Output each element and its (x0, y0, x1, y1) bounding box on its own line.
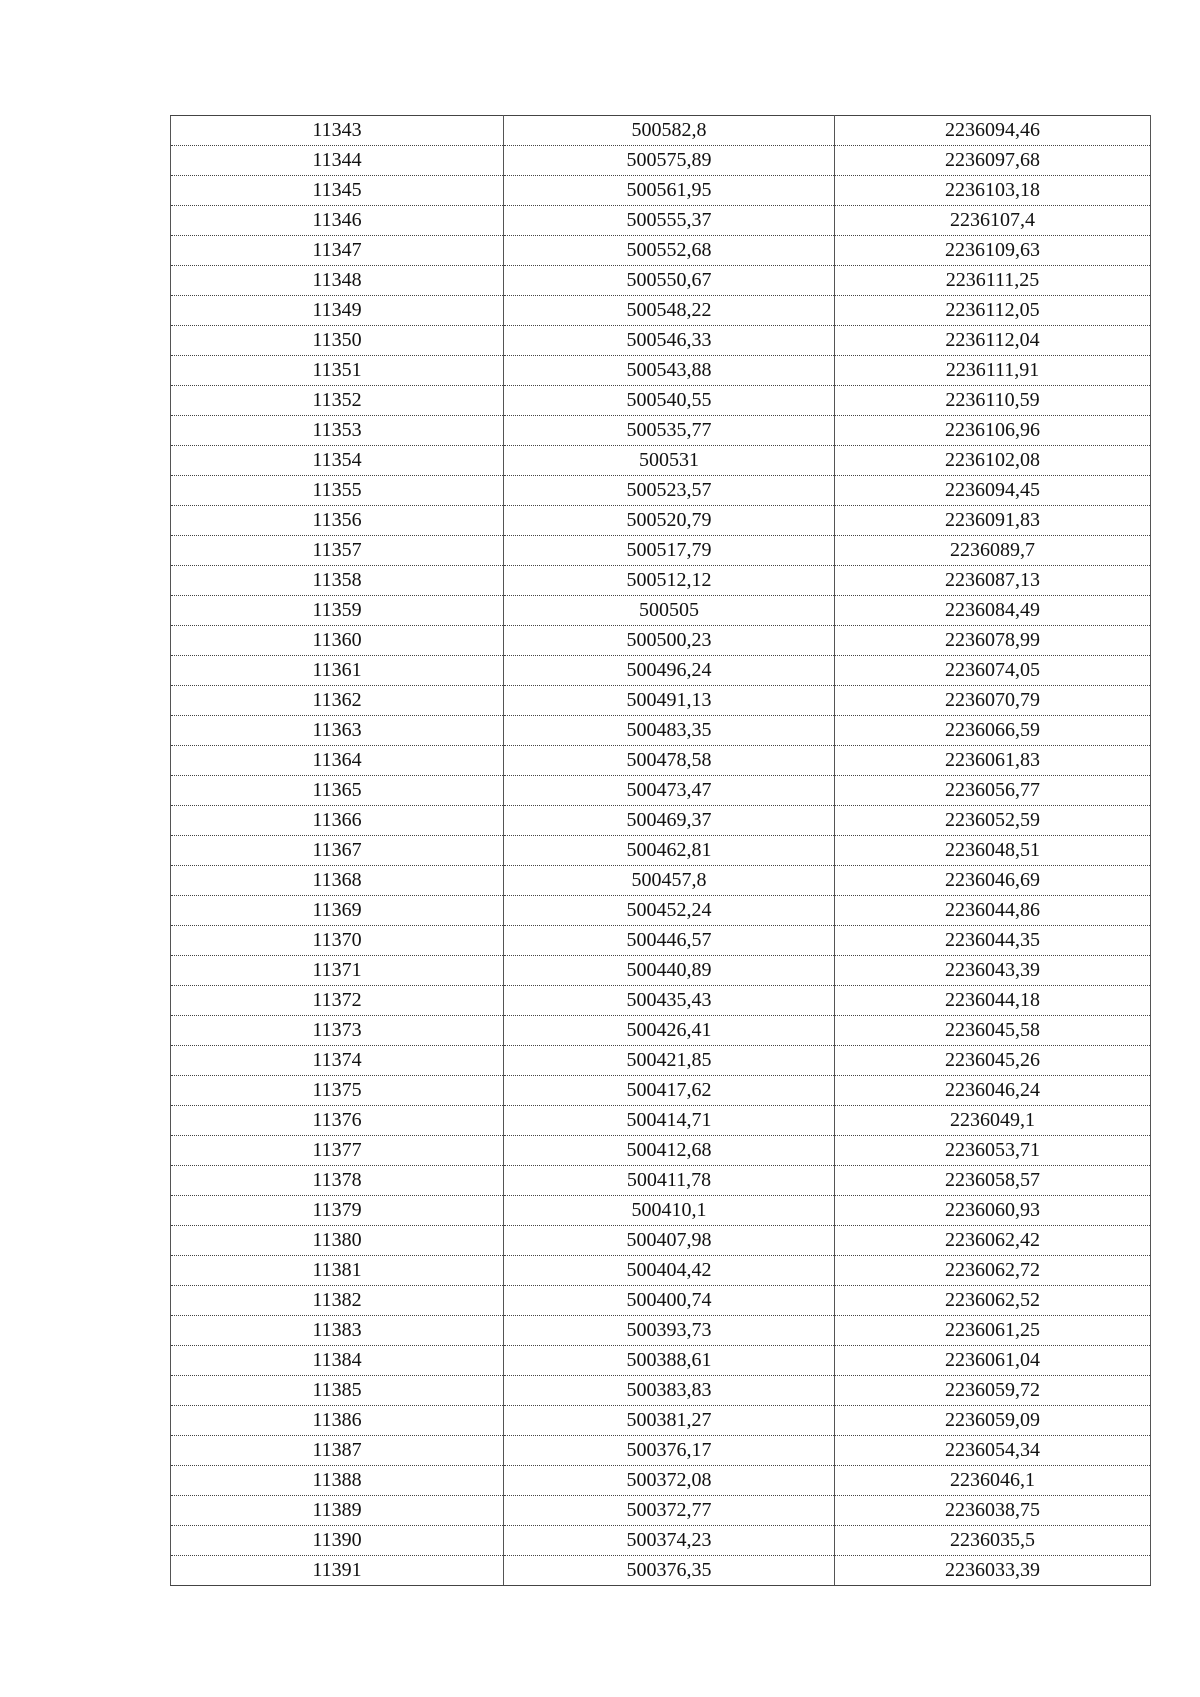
table-row (171, 1496, 1151, 1526)
y-coordinate-cell: 2236066,59 (835, 716, 1151, 746)
point-number-cell: 11381 (171, 1256, 504, 1286)
point-number-cell: 11378 (171, 1166, 504, 1196)
x-coordinate-cell: 500457,8 (504, 866, 835, 896)
y-coordinate-cell: 2236112,04 (835, 326, 1151, 356)
table-row (171, 1466, 1151, 1496)
y-coordinate-cell: 2236058,57 (835, 1166, 1151, 1196)
point-number-cell: 11391 (171, 1556, 504, 1586)
y-coordinate-cell: 2236084,49 (835, 596, 1151, 626)
point-number-cell: 11346 (171, 206, 504, 236)
table-row (171, 1106, 1151, 1136)
point-number-cell: 11362 (171, 686, 504, 716)
table-row (171, 446, 1151, 476)
x-coordinate-cell: 500388,61 (504, 1346, 835, 1376)
table-row (171, 1346, 1151, 1376)
y-coordinate-cell: 2236087,13 (835, 566, 1151, 596)
y-coordinate-cell: 2236049,1 (835, 1106, 1151, 1136)
x-coordinate-cell: 500548,22 (504, 296, 835, 326)
point-number-cell: 11357 (171, 536, 504, 566)
y-coordinate-cell: 2236061,04 (835, 1346, 1151, 1376)
y-coordinate-cell: 2236089,7 (835, 536, 1151, 566)
table-row (171, 1376, 1151, 1406)
x-coordinate-cell: 500582,8 (504, 116, 835, 146)
point-number-cell: 11359 (171, 596, 504, 626)
y-coordinate-cell: 2236046,69 (835, 866, 1151, 896)
point-number-cell: 11382 (171, 1286, 504, 1316)
x-coordinate-cell: 500517,79 (504, 536, 835, 566)
point-number-cell: 11390 (171, 1526, 504, 1556)
y-coordinate-cell: 2236061,25 (835, 1316, 1151, 1346)
table-row (171, 1136, 1151, 1166)
point-number-cell: 11358 (171, 566, 504, 596)
table-row (171, 1436, 1151, 1466)
x-coordinate-cell: 500478,58 (504, 746, 835, 776)
point-number-cell: 11347 (171, 236, 504, 266)
y-coordinate-cell: 2236062,52 (835, 1286, 1151, 1316)
table-row (171, 1286, 1151, 1316)
y-coordinate-cell: 2236070,79 (835, 686, 1151, 716)
point-number-cell: 11369 (171, 896, 504, 926)
x-coordinate-cell: 500374,23 (504, 1526, 835, 1556)
point-number-cell: 11379 (171, 1196, 504, 1226)
x-coordinate-cell: 500435,43 (504, 986, 835, 1016)
table-row (171, 716, 1151, 746)
x-coordinate-cell: 500543,88 (504, 356, 835, 386)
y-coordinate-cell: 2236103,18 (835, 176, 1151, 206)
table-row (171, 1406, 1151, 1436)
y-coordinate-cell: 2236094,45 (835, 476, 1151, 506)
y-coordinate-cell: 2236112,05 (835, 296, 1151, 326)
x-coordinate-cell: 500462,81 (504, 836, 835, 866)
x-coordinate-cell: 500412,68 (504, 1136, 835, 1166)
y-coordinate-cell: 2236045,58 (835, 1016, 1151, 1046)
table-row (171, 746, 1151, 776)
point-number-cell: 11360 (171, 626, 504, 656)
table-row (171, 1046, 1151, 1076)
table-row (171, 356, 1151, 386)
x-coordinate-cell: 500561,95 (504, 176, 835, 206)
x-coordinate-cell: 500414,71 (504, 1106, 835, 1136)
y-coordinate-cell: 2236052,59 (835, 806, 1151, 836)
table-row (171, 626, 1151, 656)
x-coordinate-cell: 500393,73 (504, 1316, 835, 1346)
table-row (171, 296, 1151, 326)
y-coordinate-cell: 2236102,08 (835, 446, 1151, 476)
point-number-cell: 11349 (171, 296, 504, 326)
y-coordinate-cell: 2236062,42 (835, 1226, 1151, 1256)
table-row (171, 1316, 1151, 1346)
table-row (171, 596, 1151, 626)
point-number-cell: 11345 (171, 176, 504, 206)
x-coordinate-cell: 500440,89 (504, 956, 835, 986)
y-coordinate-cell: 2236035,5 (835, 1526, 1151, 1556)
point-number-cell: 11348 (171, 266, 504, 296)
table-row (171, 656, 1151, 686)
y-coordinate-cell: 2236074,05 (835, 656, 1151, 686)
x-coordinate-cell: 500500,23 (504, 626, 835, 656)
point-number-cell: 11375 (171, 1076, 504, 1106)
point-number-cell: 11387 (171, 1436, 504, 1466)
y-coordinate-cell: 2236078,99 (835, 626, 1151, 656)
point-number-cell: 11383 (171, 1316, 504, 1346)
y-coordinate-cell: 2236054,34 (835, 1436, 1151, 1466)
x-coordinate-cell: 500550,67 (504, 266, 835, 296)
x-coordinate-cell: 500446,57 (504, 926, 835, 956)
y-coordinate-cell: 2236091,83 (835, 506, 1151, 536)
point-number-cell: 11384 (171, 1346, 504, 1376)
x-coordinate-cell: 500452,24 (504, 896, 835, 926)
x-coordinate-cell: 500404,42 (504, 1256, 835, 1286)
table-row (171, 806, 1151, 836)
point-number-cell: 11367 (171, 836, 504, 866)
x-coordinate-cell: 500535,77 (504, 416, 835, 446)
x-coordinate-cell: 500372,08 (504, 1466, 835, 1496)
x-coordinate-cell: 500473,47 (504, 776, 835, 806)
table-row (171, 686, 1151, 716)
table-row (171, 926, 1151, 956)
y-coordinate-cell: 2236045,26 (835, 1046, 1151, 1076)
x-coordinate-cell: 500376,35 (504, 1556, 835, 1586)
table-row (171, 326, 1151, 356)
point-number-cell: 11376 (171, 1106, 504, 1136)
x-coordinate-cell: 500421,85 (504, 1046, 835, 1076)
x-coordinate-cell: 500512,12 (504, 566, 835, 596)
x-coordinate-cell: 500540,55 (504, 386, 835, 416)
point-number-cell: 11388 (171, 1466, 504, 1496)
y-coordinate-cell: 2236044,18 (835, 986, 1151, 1016)
y-coordinate-cell: 2236059,72 (835, 1376, 1151, 1406)
table-row (171, 566, 1151, 596)
y-coordinate-cell: 2236059,09 (835, 1406, 1151, 1436)
point-number-cell: 11385 (171, 1376, 504, 1406)
table-row (171, 116, 1151, 146)
y-coordinate-cell: 2236046,1 (835, 1466, 1151, 1496)
point-number-cell: 11389 (171, 1496, 504, 1526)
y-coordinate-cell: 2236056,77 (835, 776, 1151, 806)
table-row (171, 1076, 1151, 1106)
table-row (171, 506, 1151, 536)
point-number-cell: 11386 (171, 1406, 504, 1436)
point-number-cell: 11370 (171, 926, 504, 956)
point-number-cell: 11366 (171, 806, 504, 836)
table-row (171, 1166, 1151, 1196)
y-coordinate-cell: 2236060,93 (835, 1196, 1151, 1226)
table-row (171, 536, 1151, 566)
y-coordinate-cell: 2236106,96 (835, 416, 1151, 446)
table-row (171, 1256, 1151, 1286)
table-row (171, 146, 1151, 176)
x-coordinate-cell: 500383,83 (504, 1376, 835, 1406)
table-row (171, 1226, 1151, 1256)
x-coordinate-cell: 500523,57 (504, 476, 835, 506)
point-number-cell: 11377 (171, 1136, 504, 1166)
point-number-cell: 11371 (171, 956, 504, 986)
x-coordinate-cell: 500505 (504, 596, 835, 626)
y-coordinate-cell: 2236094,46 (835, 116, 1151, 146)
coordinates-table-body (171, 116, 1151, 1586)
x-coordinate-cell: 500491,13 (504, 686, 835, 716)
x-coordinate-cell: 500520,79 (504, 506, 835, 536)
x-coordinate-cell: 500483,35 (504, 716, 835, 746)
table-row (171, 206, 1151, 236)
y-coordinate-cell: 2236107,4 (835, 206, 1151, 236)
table-row (171, 176, 1151, 206)
x-coordinate-cell: 500546,33 (504, 326, 835, 356)
point-number-cell: 11363 (171, 716, 504, 746)
y-coordinate-cell: 2236046,24 (835, 1076, 1151, 1106)
y-coordinate-cell: 2236061,83 (835, 746, 1151, 776)
y-coordinate-cell: 2236038,75 (835, 1496, 1151, 1526)
y-coordinate-cell: 2236111,25 (835, 266, 1151, 296)
x-coordinate-cell: 500426,41 (504, 1016, 835, 1046)
y-coordinate-cell: 2236109,63 (835, 236, 1151, 266)
y-coordinate-cell: 2236053,71 (835, 1136, 1151, 1166)
table-row (171, 1016, 1151, 1046)
y-coordinate-cell: 2236111,91 (835, 356, 1151, 386)
x-coordinate-cell: 500411,78 (504, 1166, 835, 1196)
y-coordinate-cell: 2236062,72 (835, 1256, 1151, 1286)
x-coordinate-cell: 500469,37 (504, 806, 835, 836)
y-coordinate-cell: 2236048,51 (835, 836, 1151, 866)
x-coordinate-cell: 500552,68 (504, 236, 835, 266)
x-coordinate-cell: 500410,1 (504, 1196, 835, 1226)
table-row (171, 896, 1151, 926)
table-row (171, 1526, 1151, 1556)
y-coordinate-cell: 2236097,68 (835, 146, 1151, 176)
point-number-cell: 11355 (171, 476, 504, 506)
x-coordinate-cell: 500400,74 (504, 1286, 835, 1316)
point-number-cell: 11344 (171, 146, 504, 176)
table-row (171, 986, 1151, 1016)
x-coordinate-cell: 500381,27 (504, 1406, 835, 1436)
point-number-cell: 11368 (171, 866, 504, 896)
point-number-cell: 11365 (171, 776, 504, 806)
point-number-cell: 11350 (171, 326, 504, 356)
table-row (171, 236, 1151, 266)
point-number-cell: 11352 (171, 386, 504, 416)
table-row (171, 386, 1151, 416)
x-coordinate-cell: 500555,37 (504, 206, 835, 236)
coordinates-table (170, 115, 1151, 1586)
point-number-cell: 11361 (171, 656, 504, 686)
x-coordinate-cell: 500531 (504, 446, 835, 476)
y-coordinate-cell: 2236043,39 (835, 956, 1151, 986)
point-number-cell: 11380 (171, 1226, 504, 1256)
point-number-cell: 11353 (171, 416, 504, 446)
x-coordinate-cell: 500376,17 (504, 1436, 835, 1466)
point-number-cell: 11351 (171, 356, 504, 386)
y-coordinate-cell: 2236044,86 (835, 896, 1151, 926)
x-coordinate-cell: 500407,98 (504, 1226, 835, 1256)
y-coordinate-cell: 2236044,35 (835, 926, 1151, 956)
table-row (171, 956, 1151, 986)
x-coordinate-cell: 500575,89 (504, 146, 835, 176)
point-number-cell: 11356 (171, 506, 504, 536)
point-number-cell: 11374 (171, 1046, 504, 1076)
point-number-cell: 11364 (171, 746, 504, 776)
table-row (171, 266, 1151, 296)
x-coordinate-cell: 500496,24 (504, 656, 835, 686)
y-coordinate-cell: 2236110,59 (835, 386, 1151, 416)
table-row (171, 416, 1151, 446)
point-number-cell: 11343 (171, 116, 504, 146)
table-row (171, 836, 1151, 866)
point-number-cell: 11373 (171, 1016, 504, 1046)
point-number-cell: 11372 (171, 986, 504, 1016)
table-row (171, 1196, 1151, 1226)
x-coordinate-cell: 500372,77 (504, 1496, 835, 1526)
table-row (171, 476, 1151, 506)
point-number-cell: 11354 (171, 446, 504, 476)
table-row (171, 1556, 1151, 1586)
table-row (171, 776, 1151, 806)
y-coordinate-cell: 2236033,39 (835, 1556, 1151, 1586)
table-row (171, 866, 1151, 896)
x-coordinate-cell: 500417,62 (504, 1076, 835, 1106)
